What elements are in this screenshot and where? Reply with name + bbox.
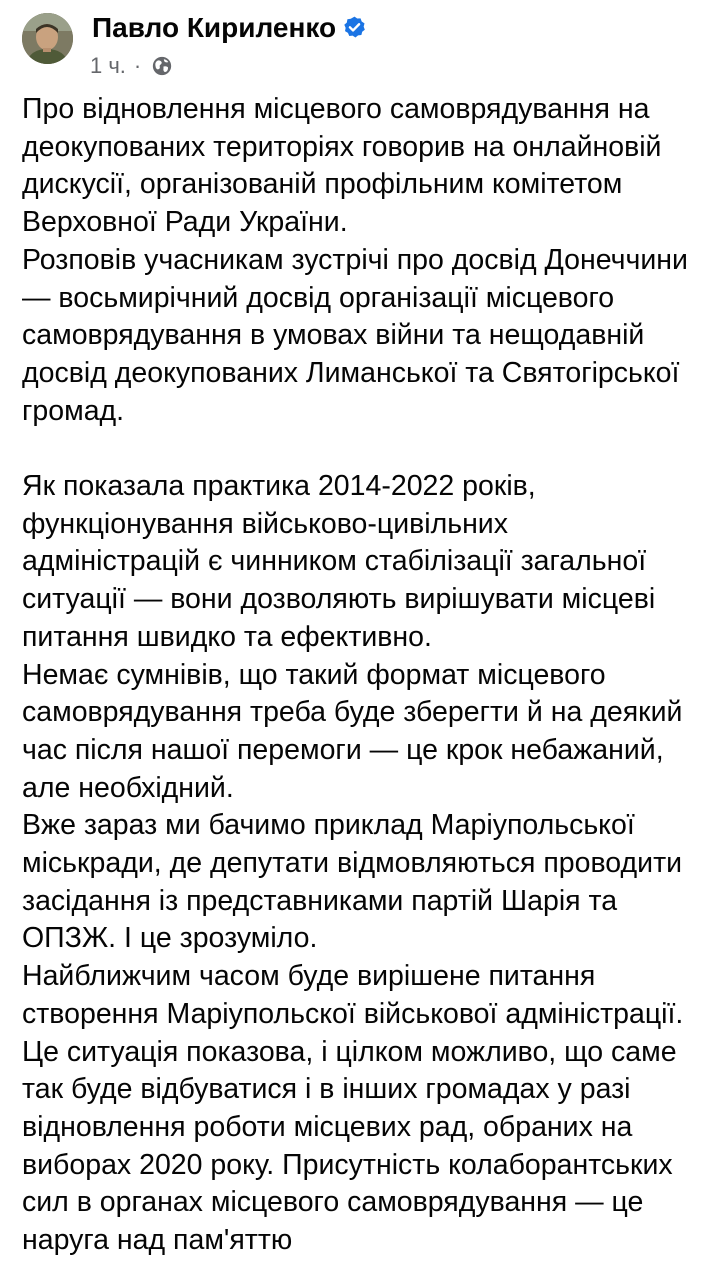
- post-paragraph: Про відновлення місцевого самоврядування на деокупованих територіях говорив на онлайновій дискусії, організованій профільним комітетом Верховної Ради України.: [22, 93, 662, 239]
- post-paragraph: Це ситуація показова, і цілком можливо, що саме так буде відбуватися і в інших громадах у разі відновлення роботи місцевих рад, обраних на виборах 2020 року. Присутність колаборантських сил в органах місцевого самоврядування — це наруга над пам'яттю: [22, 1035, 677, 1257]
- post-body: [22, 91, 692, 1260]
- avatar-photo: [22, 13, 73, 64]
- author-name-text[interactable]: Павло Кириленко: [92, 12, 337, 43]
- post-paragraph: Розповів учасникам зустрічі про досвід Донеччини — восьмирічний досвід організації місцевого самоврядування в умовах війни та нещодавній досвід деокупованих Лиманської та Святогірської громад.: [22, 243, 688, 427]
- meta-separator: ·: [133, 53, 142, 78]
- post-meta: [90, 52, 173, 80]
- post-time[interactable]: 1 ч.: [90, 53, 126, 78]
- post-paragraph: Найближчим часом буде вирішене питання створення Маріупольскої військової адміністрації.: [22, 960, 684, 1030]
- post-paragraph: Немає сумнівів, що такий формат місцевого самоврядування треба буде зберегти й на деякий час після нашої перемоги — це крок небажаний, але необхідний.: [22, 658, 683, 804]
- post-header: [22, 10, 682, 78]
- verified-badge-icon: [342, 15, 367, 40]
- globe-icon[interactable]: [151, 55, 173, 77]
- avatar[interactable]: [22, 13, 73, 64]
- paragraph-spacer: [22, 430, 692, 468]
- author-name[interactable]: [92, 12, 367, 44]
- post-paragraph: Як показала практика 2014-2022 років, функціонування військово-цивільних адміністрацій є чинником стабілізації загальної ситуації — вони дозволяють вирішувати місцеві питання швидко та ефективно.: [22, 470, 656, 653]
- post-paragraph: Вже зараз ми бачимо приклад Маріупольської міськради, де депутати відмовляються проводити засідання із представниками партій Шарія та ОПЗЖ. І це зрозуміло.: [22, 809, 683, 955]
